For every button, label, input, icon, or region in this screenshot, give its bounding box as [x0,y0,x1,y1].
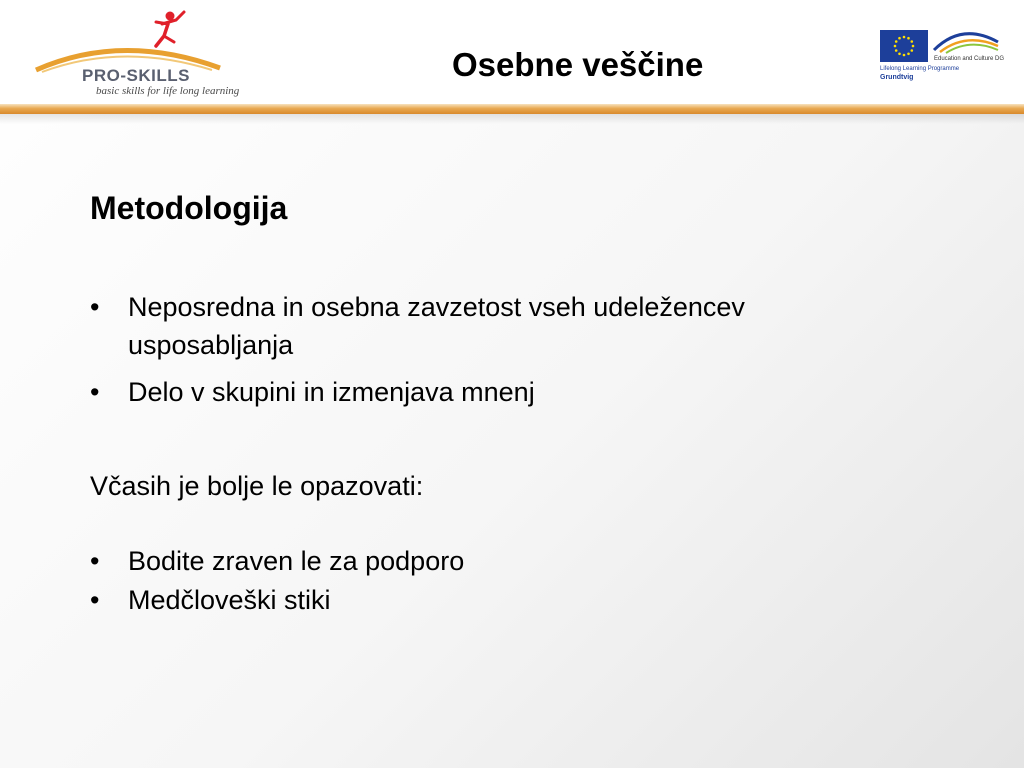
eu-flag-icon [880,30,928,62]
list-item [90,581,910,619]
list-item-text: Bodite zraven le za podporo [128,546,465,576]
list-item [90,288,910,364]
llp-programme-name: Grundtvig [880,74,914,81]
bullet-icon: • [90,585,100,615]
section-heading: Metodologija [90,190,288,226]
bullet-icon: • [90,377,100,407]
header-divider-bar [0,104,1024,114]
intro-text: Včasih je bolje le opazovati: [90,471,424,501]
llp-swoosh-icon [932,28,1002,54]
logo-tagline: basic skills for life long learning [96,85,240,97]
llp-education-label: Education and Culture DG [934,56,1005,62]
slide-header [0,0,1024,104]
llp-programme-label: Lifelong Learning Programme [880,66,960,72]
logo-name: PRO-SKILLS [82,66,190,85]
slide-title: Osebne veščine [452,46,704,83]
header-shadow [0,114,1024,124]
list-item [90,373,910,411]
list-item-text: Delo v skupini in izmenjava mnenj [128,377,535,407]
list-item-text: Neposredna in osebna zavzetost vseh udeležencev usposabljanja [128,292,745,360]
eu-lifelong-learning-logo [878,26,1008,88]
bullet-icon: • [90,546,100,576]
list-item-text: Medčloveški stiki [128,585,331,615]
list-item [90,542,910,580]
pro-skills-logo [32,6,252,100]
bullet-icon: • [90,292,100,322]
